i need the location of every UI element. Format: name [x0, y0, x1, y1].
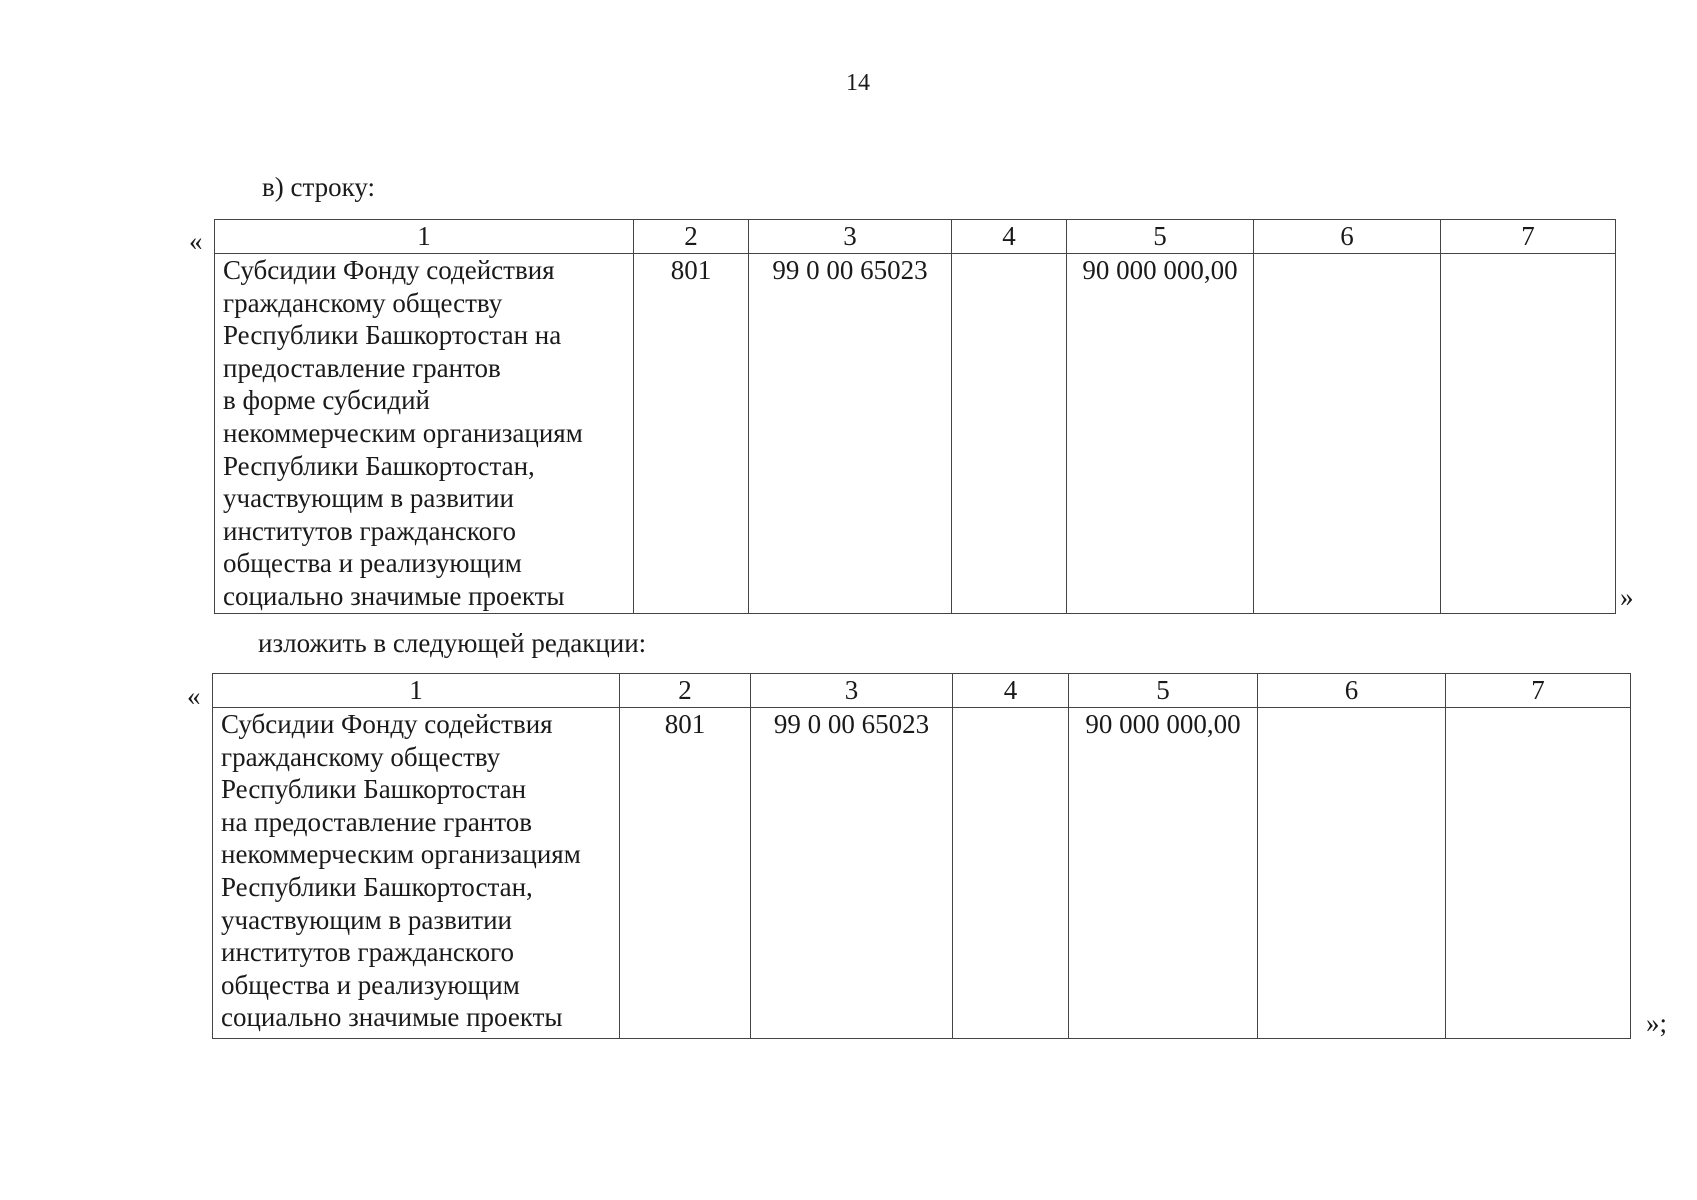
section-b-close-quote: »; — [1646, 1008, 1668, 1038]
header-cell-7: 7 — [1446, 674, 1631, 708]
description-line: гражданскому обществу — [223, 287, 503, 318]
table-row — [215, 254, 1616, 614]
target-code-cell: 99 0 00 65023 — [751, 708, 953, 1039]
col7-cell — [1446, 708, 1631, 1039]
description-line: Республики Башкортостан — [221, 774, 527, 805]
description-line: некоммерческим организациям — [223, 417, 583, 448]
col6-cell — [1254, 254, 1441, 614]
amount-cell: 90 000 000,00 — [1069, 708, 1258, 1039]
header-cell-7: 7 — [1441, 220, 1616, 254]
header-cell-2: 2 — [634, 220, 749, 254]
col7-cell — [1441, 254, 1616, 614]
code-cell: 801 — [620, 708, 751, 1039]
header-cell-4: 4 — [952, 220, 1067, 254]
header-cell-5: 5 — [1069, 674, 1258, 708]
description-line: Республики Башкортостан, — [221, 871, 533, 902]
header-cell-6: 6 — [1254, 220, 1441, 254]
header-cell-3: 3 — [751, 674, 953, 708]
section-b-intro: изложить в следующей редакции: — [258, 628, 647, 658]
col6-cell — [1258, 708, 1446, 1039]
description-line: участвующим в развитии — [223, 483, 514, 514]
description-line: институтов гражданского — [223, 515, 517, 546]
description-line: гражданскому обществу — [221, 741, 501, 772]
section-a-close-quote: » — [1620, 582, 1634, 612]
header-cell-4: 4 — [953, 674, 1069, 708]
description-line: Республики Башкортостан, — [223, 450, 535, 481]
header-cell-2: 2 — [620, 674, 751, 708]
description-line: предоставление грантов — [223, 352, 501, 383]
description-line: социально значимые проекты — [221, 1002, 563, 1033]
header-cell-5: 5 — [1067, 220, 1254, 254]
amount-cell: 90 000 000,00 — [1067, 254, 1254, 614]
description-line: в форме субсидий — [223, 385, 430, 416]
table-row — [213, 708, 1631, 1039]
section-b-table — [212, 673, 1631, 1039]
code-cell: 801 — [634, 254, 749, 614]
description-line: Субсидии Фонду содействия — [223, 255, 555, 285]
table-header-row — [215, 220, 1616, 254]
section-a-open-quote: « — [189, 226, 203, 256]
description-line: участвующим в развитии — [221, 904, 512, 935]
table-header-row — [213, 674, 1631, 708]
description-line: общества и реализующим — [221, 969, 520, 1000]
target-code-cell: 99 0 00 65023 — [749, 254, 952, 614]
description-line: на предоставление грантов — [221, 806, 532, 837]
description-line: общества и реализующим — [223, 548, 522, 579]
description-cell — [215, 254, 634, 614]
description-line: Субсидии Фонду содействия — [221, 709, 553, 739]
section-b-open-quote: « — [187, 681, 201, 711]
header-cell-1: 1 — [213, 674, 620, 708]
col4-cell — [953, 708, 1069, 1039]
section-a-intro: в) строку: — [262, 172, 375, 202]
description-line: социально значимые проекты — [223, 580, 565, 611]
header-cell-3: 3 — [749, 220, 952, 254]
description-line: институтов гражданского — [221, 937, 515, 968]
header-cell-6: 6 — [1258, 674, 1446, 708]
description-cell — [213, 708, 620, 1039]
section-a-table — [214, 219, 1616, 614]
description-line: некоммерческим организациям — [221, 839, 581, 870]
description-line: Республики Башкортостан на — [223, 320, 562, 351]
col4-cell — [952, 254, 1067, 614]
page-number: 14 — [846, 70, 870, 96]
header-cell-1: 1 — [215, 220, 634, 254]
